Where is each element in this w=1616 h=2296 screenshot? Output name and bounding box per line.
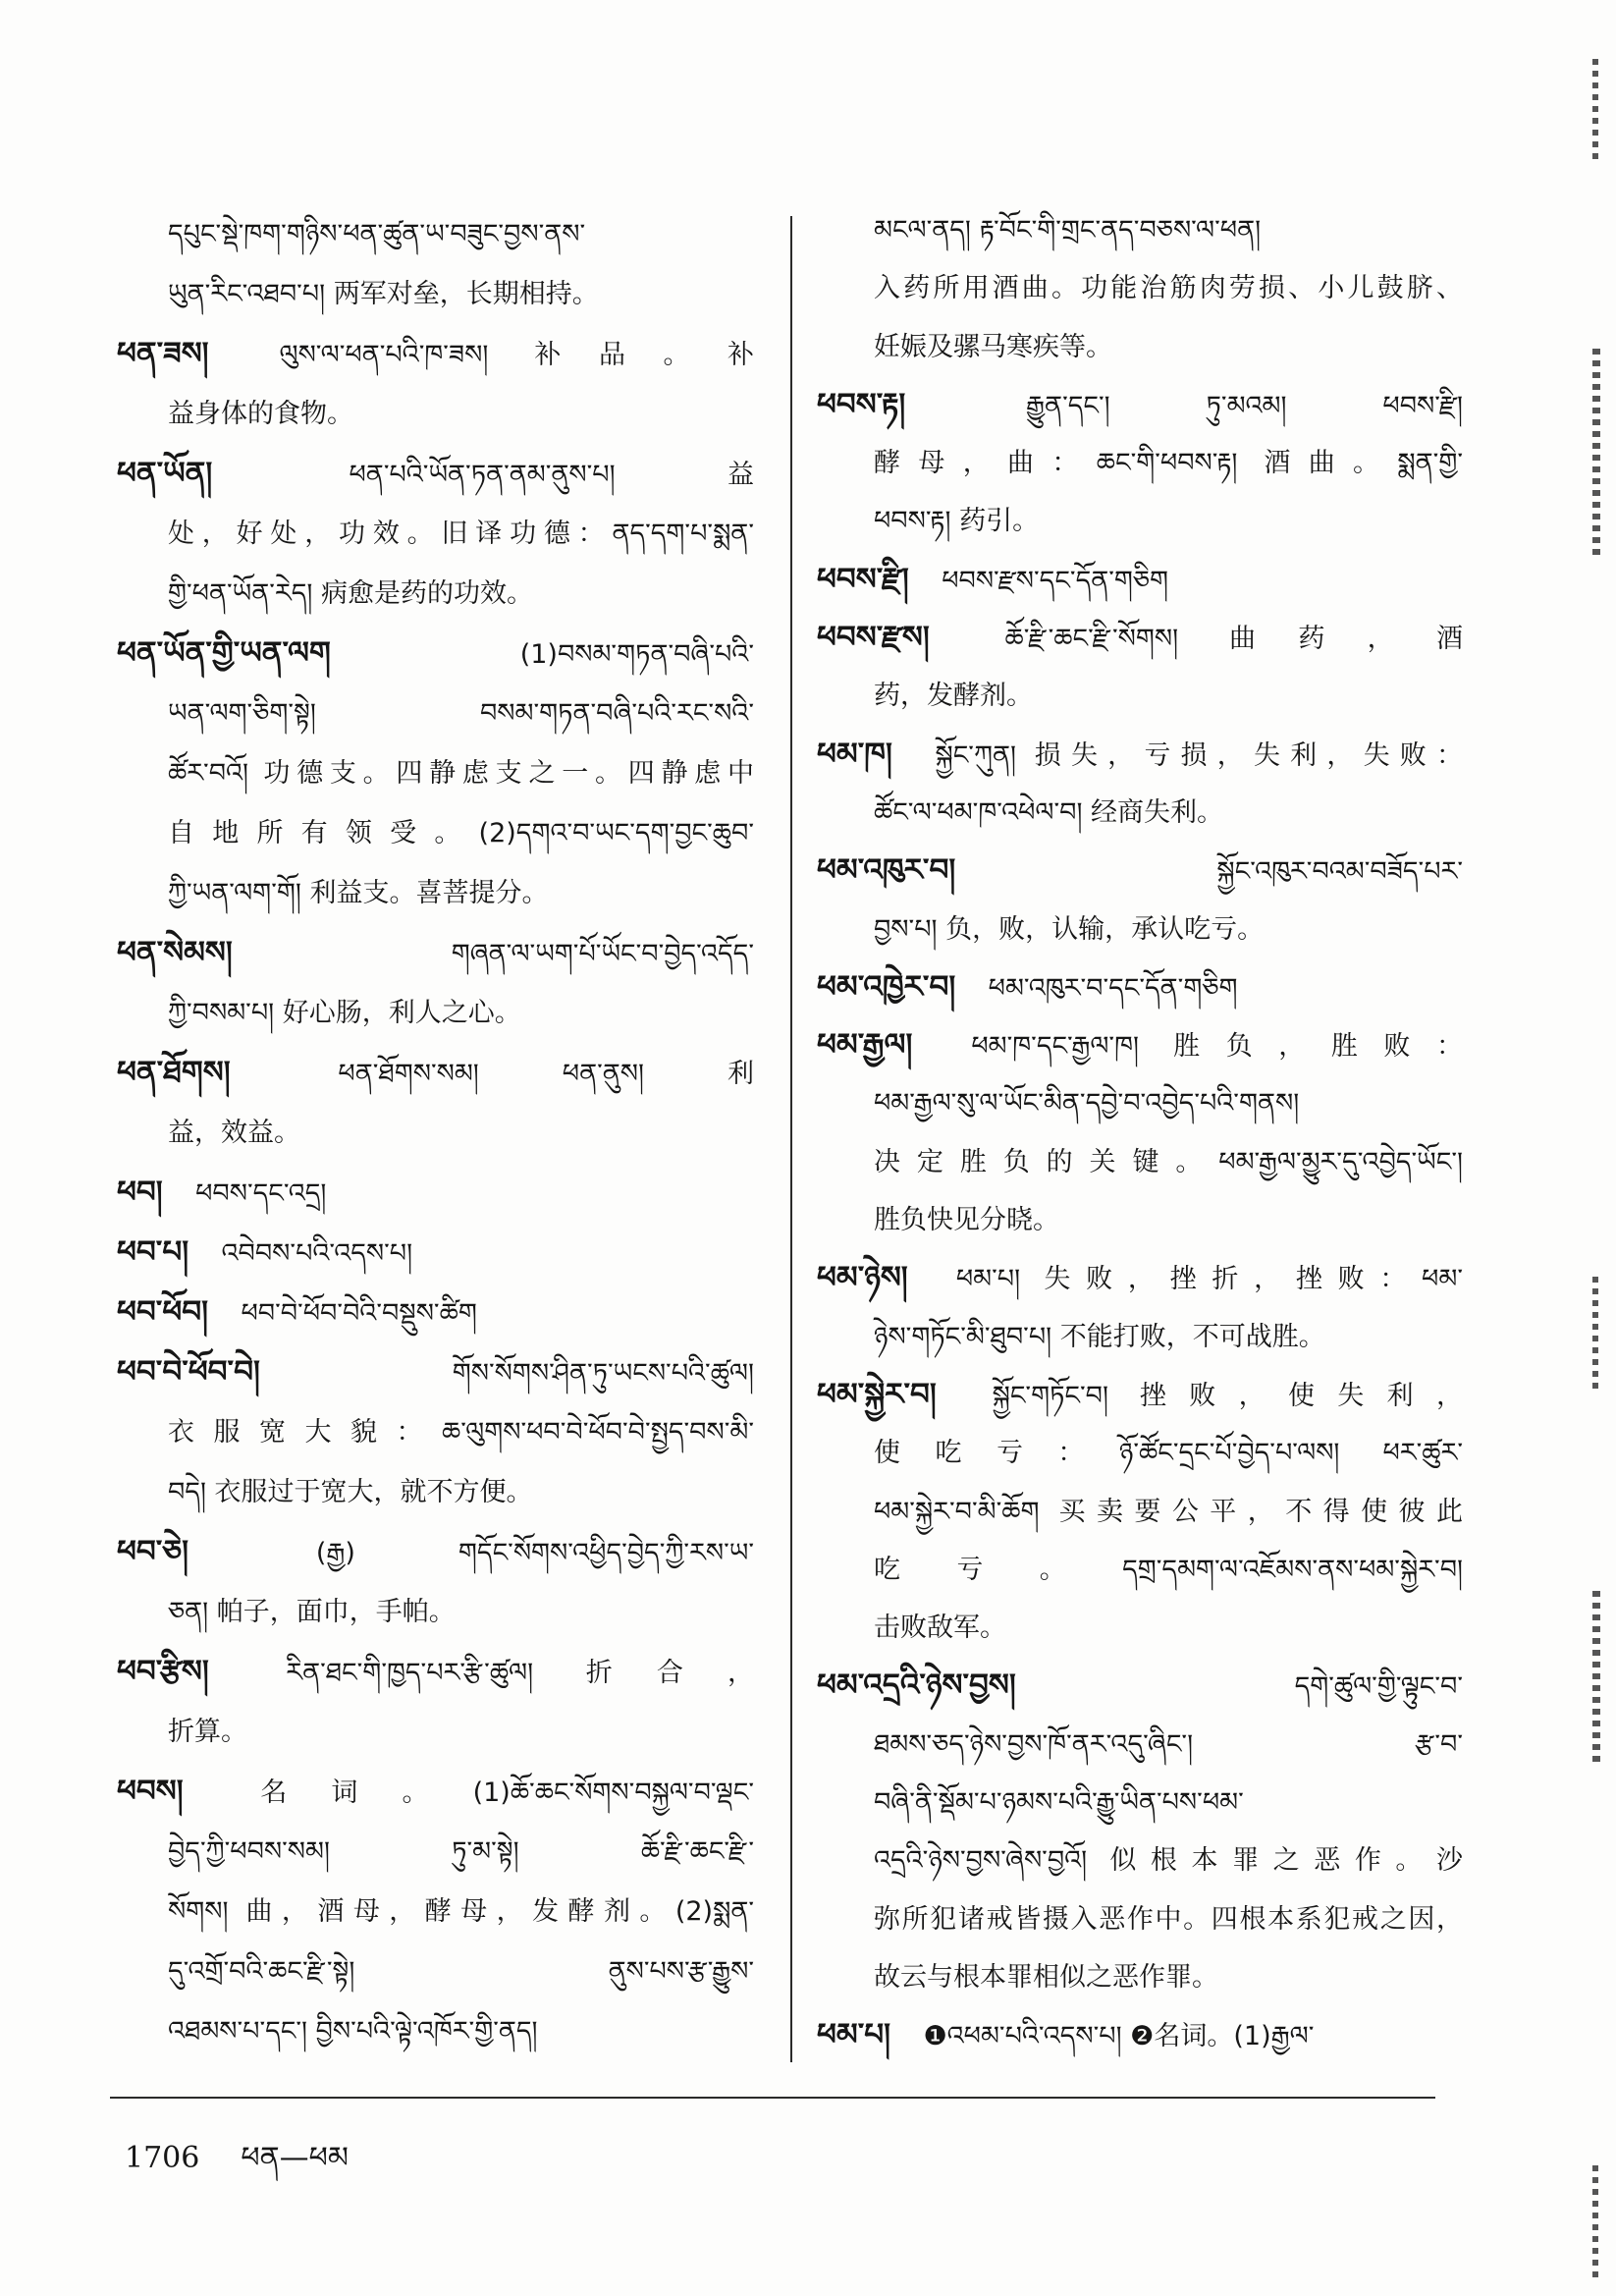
entry-line: ཕམ་སྐྱེར་བ་མི་ཆོག 买卖要公平，不得使彼此: [874, 1496, 1463, 1527]
entry-line: 决定胜负的关键。ཕམ་རྒྱལ་མྱུར་དུ་འབྱེད་ཡོང་།: [874, 1146, 1463, 1177]
scan-edge-marks: [1592, 1277, 1598, 1394]
entry-line: 使吃亏：ཉོ་ཚོང་དྲང་པོ་བྱེད་པ་ལས། ཕར་ཚུར་: [874, 1438, 1463, 1469]
entry-line: ཀྱི་བསམ་པ། 好心肠，利人之心。: [168, 998, 521, 1028]
entry-headword: ཕན་ཡོན་གྱི་ཡན་ལག: [117, 635, 331, 671]
entry-headword: ཕབ་ཅེ།: [117, 1534, 189, 1569]
entry-line: 吃亏。དགྲ་དམག་ལ་འཇོམས་ནས་ཕམ་སྐྱེར་བ།: [874, 1554, 1463, 1585]
footer-rule: [110, 2097, 1435, 2099]
entry-line: [817, 376, 1463, 434]
entry-headword: ཕམ་འཁྱེར་བ།: [817, 968, 956, 1005]
dictionary-entry: [817, 551, 1463, 609]
entry-text: ཕན་ཐོགས་སམ། ཕན་ནུས། 利: [338, 1059, 754, 1089]
entry-line: [817, 842, 1463, 900]
entry-text: དགེ་ཚུལ་གྱི་ལྟུང་བ་: [1294, 1671, 1463, 1703]
scan-edge-marks: [1592, 2165, 1598, 2278]
entry-line: དུ་འགྲོ་བའི་ཆང་རྫི་སྟེ། ནུས་པས་རྩ་རྒྱུས་: [168, 1956, 754, 1987]
dictionary-entry: [117, 624, 754, 923]
entry-line: [817, 726, 1463, 784]
entry-line: 折算。: [168, 1717, 247, 1747]
entry-line: དཔུང་སྡེ་ཁག་གཉིས་ཕན་ཚུན་ཡ་བཟུང་བྱས་ནས་: [168, 219, 586, 249]
entry-text: ཕམ་ཁ་དང་རྒྱལ་ཁ། 胜负，胜败：: [971, 1031, 1463, 1063]
entry-line: 衣服宽大貌：ཆ་ལུགས་ཕབ་བེ་ཕོབ་བེ་སྤྱད་བས་མི་: [168, 1417, 754, 1448]
entry-line: 入药所用酒曲。功能治筋肉劳损、小儿鼓脐、: [874, 273, 1463, 304]
entry-line: ཡན་ལག་ཅིག་སྟེ། བསམ་གཏན་བཞི་པའི་རང་སའི་: [168, 698, 754, 729]
dictionary-entry: [117, 1223, 754, 1283]
entry-text: གཞན་ལ་ཡག་པོ་ཡོང་བ་བྱེད་འདོད་: [451, 939, 754, 969]
page-footer: [125, 2137, 349, 2180]
entry-headword: ཕབས་རྫས།: [817, 620, 930, 656]
entry-text: གོས་སོགས་ཤིན་ཏུ་ཡངས་པའི་ཚུལ།: [452, 1358, 754, 1389]
entry-line: 酵母，曲：ཆང་གི་ཕབས་རྟ། 酒曲。སྨན་གྱི་: [874, 448, 1463, 479]
entry-line: 弥所犯诸戒皆摄入恶作中。四根本系犯戒之因，: [874, 1903, 1463, 1935]
entry-line: [117, 923, 754, 983]
entry-text: (རྒྱ) གདོང་སོགས་འཕྱིད་བྱེད་ཀྱི་རས་ཡ་: [315, 1538, 754, 1568]
scan-edge-marks: [1592, 1591, 1600, 1768]
dictionary-entry: [117, 204, 754, 324]
entry-text: སྐྱོང་འཁུར་བའམ་བཟོད་པར་: [1216, 856, 1463, 888]
entry-headword: ཕན་ཡོན།: [117, 456, 213, 491]
entry-headword: ཕབ།: [117, 1175, 163, 1210]
dictionary-entry: [817, 1249, 1463, 1366]
dictionary-entry: [117, 1283, 754, 1342]
dictionary-entry: [117, 1043, 754, 1163]
entry-line: [817, 1016, 1463, 1074]
entry-line: ཡུན་རིང་འཐབ་པ། 两军对垒，长期相持。: [168, 279, 599, 309]
entry-line: འདྲའི་ཉེས་བྱས་ཞེས་བྱའོ། 似根本罪之恶作。沙: [874, 1845, 1463, 1877]
entry-line: བྱེད་ཀྱི་ཕབས་སམ། ཏུ་མ་སྟེ། ཆོ་རྫི་ཆང་རྫི་: [168, 1836, 754, 1867]
entry-line: 胜负快见分晓。: [874, 1205, 1059, 1236]
entry-text: ཕམ་པ། 失败，挫折，挫败：ཕམ་: [955, 1264, 1463, 1295]
entry-line: 处，好处，功效。旧译功德：ནད་དག་པ་སྨན་: [168, 519, 754, 549]
entry-line: 自地所有领受。(2)དགའ་བ་ཡང་དག་བྱང་ཆུབ་: [168, 818, 754, 848]
entry-line: [117, 1223, 754, 1283]
entry-text: 名词。(1)ཆོ་ཆང་སོགས་བསྐྱལ་བ་ལྡང་: [260, 1777, 754, 1808]
entry-line: [817, 609, 1463, 667]
scan-edge-marks: [1592, 59, 1598, 162]
entry-text: ཕན་པའི་ཡོན་ཏན་ནམ་ནུས་པ། 益: [349, 460, 754, 490]
dictionary-entry: [117, 1163, 754, 1223]
entry-text: འབེབས་པའི་འདས་པ།: [221, 1238, 413, 1269]
dictionary-entry: [817, 958, 1463, 1016]
entry-line: [817, 1249, 1463, 1307]
running-head: ཕན—ཕམ: [241, 2141, 349, 2175]
entry-headword: ཕམ་རྒྱལ།: [817, 1027, 913, 1064]
entry-line: སོགས། 曲，酒母，酵母，发酵剂。(2)སྨན་: [168, 1896, 754, 1927]
entry-headword: ཕབས་རྫི།: [817, 561, 909, 597]
entry-headword: ཕབ་ཕོབ།: [117, 1294, 209, 1330]
entry-line: ཕམ་རྒྱལ་སུ་ལ་ཡོང་མིན་དབྱེ་བ་འབྱེད་པའི་གནས།: [874, 1088, 1300, 1120]
entry-line: གྱི་ཕན་ཡོན་རེད། 病愈是药的功效。: [168, 578, 533, 609]
entry-line: [117, 1642, 754, 1702]
entry-headword: ཕམ་ཁ།: [817, 736, 892, 772]
entry-headword: ཕབ་བེ་ཕོབ་བེ།: [117, 1354, 260, 1390]
entry-headword: ཕམ་འདྲའི་ཉེས་བྱས།: [817, 1667, 1016, 1704]
entry-line: 击败敌军。: [874, 1613, 1006, 1644]
dictionary-entry: [817, 376, 1463, 551]
entry-line: ཐམས་ཅད་ཉེས་བྱས་ཁོ་ནར་འདུ་ཞིང་། རྩ་བ་: [874, 1728, 1463, 1760]
entry-line: བཞི་ནི་སྡོམ་པ་ཉམས་པའི་རྒྱུ་ཡིན་པས་ཕམ་: [874, 1787, 1244, 1819]
entry-line: ཚོར་བའོ། 功德支。四静虑支之一。四静虑中: [168, 758, 754, 789]
entry-text: ཕབ་བེ་ཕོབ་བེའི་བསྡུས་ཚིག: [241, 1298, 477, 1329]
dictionary-entry: [817, 609, 1463, 726]
entry-line: འཐམས་པ་དང་། བྱིས་པའི་ལྟེ་འཁོར་གྱི་ནད།: [168, 2016, 538, 2047]
entry-text: ཆོ་རྫི་ཆང་རྫི་སོགས། 曲药，酒: [1004, 624, 1463, 655]
dictionary-entry: [117, 923, 754, 1043]
dictionary-entry: [117, 1642, 754, 1762]
entry-text: ལུས་ལ་ཕན་པའི་ཁ་ཟས། 补品。补: [279, 340, 754, 370]
entry-headword: ཕམ་སྐྱེར་བ།: [817, 1376, 937, 1412]
entry-line: ཅན། 帕子，面巾，手帕。: [168, 1597, 456, 1627]
dictionary-entry: [817, 726, 1463, 843]
entry-headword: ཕམ་འཁུར་བ།: [817, 852, 956, 889]
entry-headword: ཕམ་ཉེས།: [817, 1260, 908, 1296]
entry-line: ཚོང་ལ་ཕམ་ཁ་འཕེལ་བ། 经商失利。: [874, 796, 1224, 828]
entry-text: ཕམ་འཁུར་བ་དང་དོན་གཅིག: [988, 972, 1238, 1004]
entry-text: (1)བསམ་གཏན་བཞི་པའི་: [519, 639, 754, 670]
dictionary-entry: [817, 842, 1463, 958]
entry-line: 故云与根本罪相似之恶作罪。: [874, 1961, 1218, 1993]
entry-headword: ཕམ་པ།: [817, 2017, 891, 2053]
entry-line: ཀྱི་ཡན་ལག་གོ། 利益支。喜菩提分。: [168, 878, 549, 908]
entry-line: [817, 2006, 1463, 2064]
entry-line: 妊娠及骡马寒疾等。: [874, 331, 1112, 362]
entry-text: ཕབས་རྫས་དང་དོན་གཅིག: [942, 565, 1169, 596]
column-divider: [790, 216, 792, 2062]
left-column: [117, 204, 754, 2061]
entry-line: [117, 1043, 754, 1103]
entry-text: རིན་ཐང་གི་ཁྱད་པར་རྩི་ཚུལ། 折合，: [286, 1658, 754, 1688]
entry-text: སྐྱོང་ཀུན། 损失，亏损，失利，失败：: [935, 739, 1463, 771]
scan-edge-marks: [1592, 349, 1600, 555]
page-number: 1706: [125, 2141, 200, 2175]
dictionary-entry: [117, 1522, 754, 1642]
entry-headword: ཕབས་རྟ།: [817, 386, 906, 422]
dictionary-entry: [117, 1342, 754, 1522]
entry-line: 药，发酵剂。: [874, 681, 1033, 712]
entry-line: [817, 958, 1463, 1016]
dictionary-entry: [817, 1657, 1463, 2006]
dictionary-entry: [817, 201, 1463, 376]
dictionary-entry: [817, 1366, 1463, 1657]
dictionary-entry: [817, 2006, 1463, 2064]
entry-line: [117, 1283, 754, 1342]
entry-line: [817, 1657, 1463, 1715]
dictionary-entry: [117, 324, 754, 444]
entry-line: ཉེས་གཏོང་མི་ཐུབ་པ། 不能打败，不可战胜。: [874, 1321, 1325, 1352]
entry-line: [117, 624, 754, 683]
entry-line: ཕབས་རྟ། 药引。: [874, 506, 1040, 537]
dictionary-entry: [117, 444, 754, 624]
dictionary-entry: [117, 1762, 754, 2061]
entry-text: སྐྱོང་གཏོང་བ། 挫败，使失利，: [992, 1380, 1463, 1411]
entry-line: [817, 551, 1463, 609]
entry-headword: ཕབ་པ།: [117, 1234, 189, 1270]
entry-line: [117, 444, 754, 504]
dictionary-entry: [817, 1016, 1463, 1249]
entry-headword: ཕན་ཟས།: [117, 336, 209, 371]
entry-line: བྱས་པ། 负，败，认输，承认吃亏。: [874, 913, 1265, 945]
entry-line: 益，效益。: [168, 1118, 300, 1148]
entry-line: [117, 1342, 754, 1402]
entry-line: བདེ། 衣服过于宽大，就不方便。: [168, 1477, 533, 1507]
entry-text: ❶འཕམ་པའི་འདས་པ། ❷名词。(1)རྒྱལ་: [923, 2021, 1315, 2052]
entry-line: [817, 1366, 1463, 1424]
entry-headword: ཕབས།: [117, 1774, 184, 1809]
entry-line: [117, 1762, 754, 1822]
right-column: [817, 201, 1463, 2065]
entry-headword: ཕན་ཐོགས།: [117, 1055, 231, 1090]
entry-text: ཕབས་དང་འདྲ།: [195, 1178, 327, 1209]
entry-text: རྒྱུན་དང་། ཏུ་མའམ། ཕབས་རྫི།: [1026, 390, 1463, 421]
entry-line: [117, 1163, 754, 1223]
entry-headword: ཕབ་རྩིས།: [117, 1654, 209, 1689]
entry-line: 益身体的食物。: [168, 399, 353, 429]
entry-headword: ཕན་སེམས།: [117, 935, 233, 970]
entry-line: [117, 324, 754, 384]
entry-line: མངལ་ནད། རྟ་བོང་གི་གྲང་ནད་བཅས་ལ་ཕན།: [874, 215, 1262, 246]
entry-line: [117, 1522, 754, 1582]
